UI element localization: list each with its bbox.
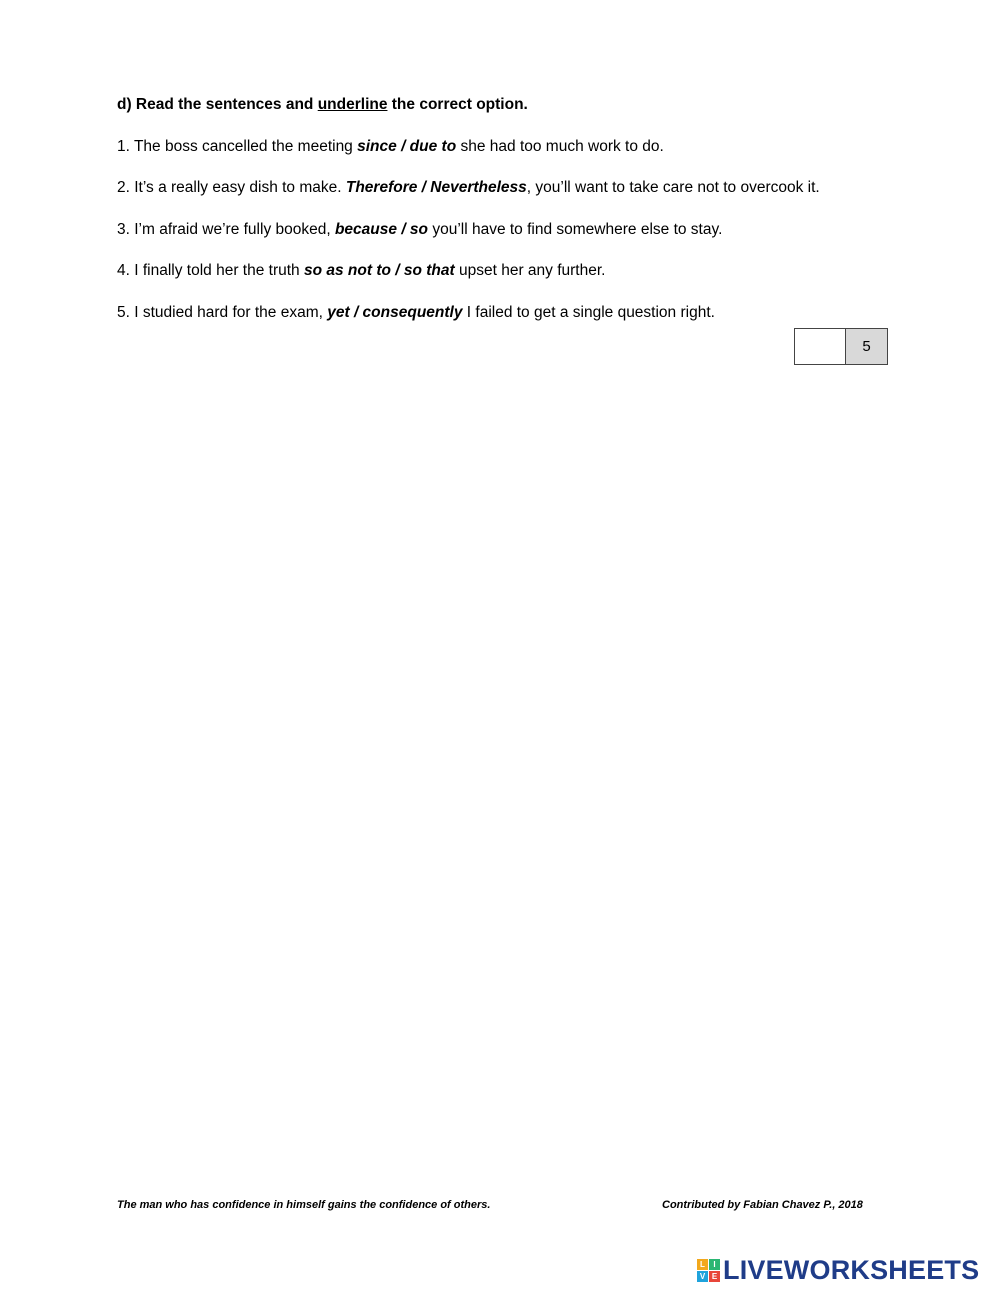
sentence-text: upset her any further. — [454, 262, 606, 279]
sentence-options[interactable]: since / due to — [357, 138, 457, 155]
footer-quote: The man who has confidence in himself gains the confidence of others. — [117, 1199, 491, 1211]
sentence-text: I failed to get a single question right. — [462, 304, 715, 321]
sentence-options[interactable]: because / so — [334, 221, 429, 238]
sentence-text: , you’ll want to take care not to overcook it. — [526, 179, 820, 196]
sentence-text: 1. The boss cancelled the meeting — [117, 138, 358, 155]
sentence-text: 2. It’s a really easy dish to make. — [117, 179, 346, 196]
score-total: 5 — [846, 329, 887, 364]
logo-letter: L — [697, 1259, 708, 1270]
sentence-text: 4. I finally told her the truth — [117, 262, 304, 279]
logo-letter: E — [709, 1271, 720, 1282]
sentence-options[interactable]: so as not to / so that — [303, 262, 455, 279]
liveworksheets-logo-icon — [697, 1259, 720, 1282]
sentence-5 — [117, 304, 715, 322]
footer-credit: Contributed by Fabian Chavez P., 2018 — [662, 1199, 863, 1211]
sentence-text: 5. I studied hard for the exam, — [117, 304, 328, 321]
sentence-text: she had too much work to do. — [456, 138, 664, 155]
heading-prefix: d) Read the sentences and — [117, 96, 318, 113]
sentence-1 — [117, 138, 664, 156]
sentence-3 — [117, 221, 722, 239]
score-input[interactable] — [795, 329, 846, 364]
logo-letter: V — [697, 1271, 708, 1282]
sentence-options[interactable]: yet / consequently — [327, 304, 463, 321]
logo-letter: I — [709, 1259, 720, 1270]
sentence-options[interactable]: Therefore / Nevertheless — [345, 179, 527, 196]
exercise-heading — [117, 96, 528, 114]
heading-suffix: the correct option. — [387, 96, 528, 113]
score-box — [794, 328, 888, 365]
sentence-text: you’ll have to find somewhere else to stay. — [428, 221, 723, 238]
brand-text: LIVEWORKSHEETS — [723, 1254, 980, 1285]
sentence-2 — [117, 179, 820, 197]
sentence-text: 3. I’m afraid we’re fully booked, — [117, 221, 335, 238]
liveworksheets-brand[interactable] — [697, 1255, 979, 1285]
sentence-4 — [117, 262, 605, 280]
heading-underlined-word: underline — [317, 96, 388, 113]
